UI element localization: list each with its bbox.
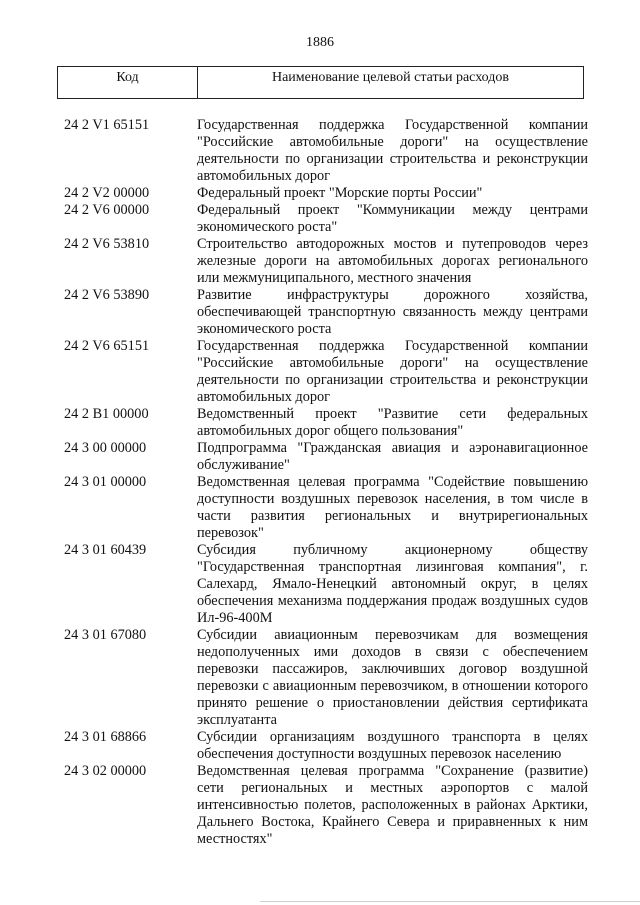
scan-edge-divider xyxy=(260,901,640,902)
row-code: 24 2 V6 53890 xyxy=(64,287,150,303)
row-code: 24 3 01 67080 xyxy=(64,627,147,643)
table-row xyxy=(64,287,588,338)
row-code: 24 3 00 00000 xyxy=(64,440,147,456)
row-name: Ведомственная целевая программа "Содействие повышению доступности воздушных перевозок населения, в том числе в части развития региональных и внутрирегиональных перевозок" xyxy=(197,474,588,541)
table-header xyxy=(57,66,584,99)
row-code: 24 2 V6 53810 xyxy=(64,236,150,252)
row-code: 24 2 V6 65151 xyxy=(64,338,150,354)
table-body xyxy=(64,117,588,848)
table-row xyxy=(64,763,588,848)
row-name: Федеральный проект "Коммуникации между центрами экономического роста" xyxy=(197,202,588,235)
table-row xyxy=(64,542,588,627)
row-code: 24 3 01 00000 xyxy=(64,474,147,490)
page-number: 1886 xyxy=(306,35,334,50)
table-row xyxy=(64,627,588,729)
table-row xyxy=(64,729,588,763)
row-name: Субсидии авиационным перевозчикам для возмещения недополученных ими доходов в связи с обеспечением перевозки пассажиров, заключивших договор воздушной перевозки с авиационным перевозчиком, в отношении которого принято решение о приостановлении действия сертификата эксплуатанта xyxy=(197,627,588,728)
row-code: 24 3 02 00000 xyxy=(64,763,147,779)
row-name: Строительство автодорожных мостов и путепроводов через железные дороги на автомобильных дорогах регионального или межмуниципального, местного значения xyxy=(197,236,588,286)
row-name: Федеральный проект "Морские порты России" xyxy=(197,185,483,201)
row-name: Субсидии организациям воздушного транспорта в целях обеспечения доступности воздушных перевозок населению xyxy=(197,729,588,762)
table-row xyxy=(64,117,588,185)
table-row xyxy=(64,202,588,236)
table-row xyxy=(64,474,588,542)
row-code: 24 2 В1 00000 xyxy=(64,406,149,422)
table-row xyxy=(64,338,588,406)
row-code: 24 2 V6 00000 xyxy=(64,202,150,218)
row-code: 24 2 V2 00000 xyxy=(64,185,150,201)
row-name: Государственная поддержка Государственной компании "Российские автомобильные дороги" на осуществление деятельности по организации строительства и реконструкции автомобильных дорог xyxy=(197,338,588,405)
row-code: 24 3 01 60439 xyxy=(64,542,147,558)
table-row xyxy=(64,406,588,440)
row-name: Субсидия публичному акционерному обществу "Государственная транспортная лизинговая компания", г. Салехард, Ямало-Ненецкий автономный округ, в целях обеспечения механизма поддержания продаж воздушных судов Ил-96-400М xyxy=(197,542,588,626)
row-name: Ведомственный проект "Развитие сети федеральных автомобильных дорог общего пользования" xyxy=(197,406,588,439)
table-row xyxy=(64,440,588,474)
header-name: Наименование целевой статьи расходов xyxy=(198,67,584,98)
row-name: Подпрограмма "Гражданская авиация и аэронавигационное обслуживание" xyxy=(197,440,588,473)
row-code: 24 2 V1 65151 xyxy=(64,117,150,133)
row-name: Государственная поддержка Государственной компании "Российские автомобильные дороги" на осуществление деятельности по организации строительства и реконструкции автомобильных дорог xyxy=(197,117,588,184)
row-name: Развитие инфраструктуры дорожного хозяйства, обеспечивающей транспортную связанность между центрами экономического роста xyxy=(197,287,588,337)
row-name: Ведомственная целевая программа "Сохранение (развитие) сети региональных и местных аэропортов с малой интенсивностью полетов, расположенных в районах Арктики, Дальнего Востока, Крайнего Севера и приравненных к ним местностях" xyxy=(197,763,588,847)
row-code: 24 3 01 68866 xyxy=(64,729,147,745)
table-row xyxy=(64,185,588,202)
header-code: Код xyxy=(57,67,198,98)
table-row xyxy=(64,236,588,287)
